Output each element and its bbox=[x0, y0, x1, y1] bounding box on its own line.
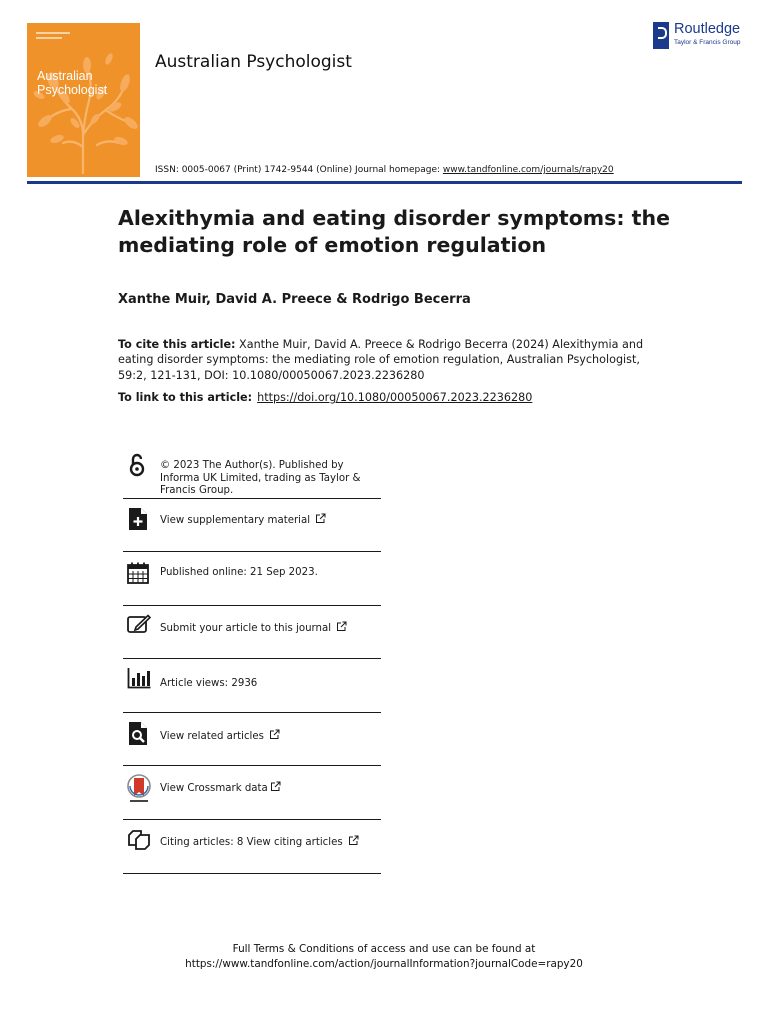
bar-chart-icon bbox=[127, 667, 151, 689]
crossmark-row[interactable] bbox=[123, 766, 381, 820]
tree-illustration bbox=[27, 23, 140, 177]
article-doi-link[interactable]: https://doi.org/10.1080/00050067.2023.2236280 bbox=[257, 391, 533, 404]
article-authors: Xanthe Muir, David A. Preece & Rodrigo Becerra bbox=[118, 292, 471, 307]
journal-homepage-link[interactable]: www.tandfonline.com/journals/rapy20 bbox=[442, 165, 614, 175]
cover-journal-title: Australian Psychologist bbox=[37, 69, 108, 97]
external-link-icon bbox=[269, 729, 280, 740]
related-articles-icon bbox=[128, 721, 148, 746]
article-info-list bbox=[123, 450, 381, 874]
citation-block bbox=[118, 337, 648, 383]
article-views-text: Article views: 2936 bbox=[160, 678, 258, 689]
supplementary-row[interactable] bbox=[123, 499, 381, 552]
article-link-block bbox=[118, 391, 532, 404]
terms-text: Full Terms & Conditions of access and use can be found at bbox=[232, 943, 536, 955]
issn-line bbox=[155, 165, 614, 175]
open-access-row bbox=[123, 450, 381, 499]
published-online-text: Published online: 21 Sep 2023. bbox=[160, 567, 318, 578]
crossmark-icon bbox=[126, 774, 152, 804]
external-link-icon bbox=[348, 835, 359, 846]
citation-text: Xanthe Muir, David A. Preece & Rodrigo Becerra (2024) Alexithymia and eating disorder symptoms: the mediating role of emotion regulation, Australian Psychologist, 59:2, 121-131, DOI: bbox=[118, 338, 644, 382]
external-link-icon bbox=[336, 621, 347, 632]
related-articles-link[interactable]: View related articles bbox=[160, 729, 280, 744]
submit-edit-icon bbox=[127, 614, 151, 634]
supplementary-link[interactable]: View supplementary material bbox=[160, 513, 326, 528]
citation-label: To cite this article: bbox=[118, 338, 236, 351]
terms-footer bbox=[0, 942, 768, 972]
crossmark-link[interactable]: View Crossmark data bbox=[160, 781, 281, 796]
issn-text: ISSN: 0005-0067 (Print) 1742-9544 (Online) Journal homepage: bbox=[155, 165, 443, 175]
publisher-tagline: Taylor & Francis Group bbox=[674, 39, 741, 46]
citation-doi-link[interactable]: 10.1080/00050067.2023.2236280 bbox=[232, 368, 425, 382]
article-link-label: To link to this article: bbox=[118, 391, 253, 404]
citing-articles-icon bbox=[127, 829, 151, 851]
publisher-name: Routledge bbox=[674, 21, 741, 37]
external-link-icon bbox=[315, 513, 326, 524]
journal-cover-image bbox=[27, 23, 140, 177]
header-rule bbox=[27, 181, 742, 184]
published-online-row bbox=[123, 552, 381, 606]
submit-article-link[interactable]: Submit your article to this journal bbox=[160, 621, 347, 636]
citing-articles-link[interactable]: Citing articles: 8 View citing articles bbox=[160, 835, 359, 850]
related-articles-row[interactable] bbox=[123, 713, 381, 766]
submit-article-row[interactable] bbox=[123, 606, 381, 659]
calendar-icon bbox=[127, 562, 149, 584]
routledge-r-icon bbox=[653, 22, 669, 49]
terms-url[interactable]: https://www.tandfonline.com/action/journalInformation?journalCode=rapy20 bbox=[185, 958, 583, 970]
publisher-logo bbox=[653, 21, 748, 51]
article-title: Alexithymia and eating disorder symptoms: the mediating role of emotion regulation bbox=[118, 206, 670, 257]
supplementary-file-icon bbox=[128, 507, 148, 531]
copyright-text: © 2023 The Author(s). Published by Informa UK Limited, trading as Taylor & Francis Group. bbox=[160, 460, 361, 496]
journal-title: Australian Psychologist bbox=[155, 52, 352, 72]
article-views-row bbox=[123, 659, 381, 713]
external-link-icon bbox=[270, 781, 281, 792]
citing-articles-row[interactable] bbox=[123, 820, 381, 874]
open-access-icon bbox=[129, 452, 145, 478]
